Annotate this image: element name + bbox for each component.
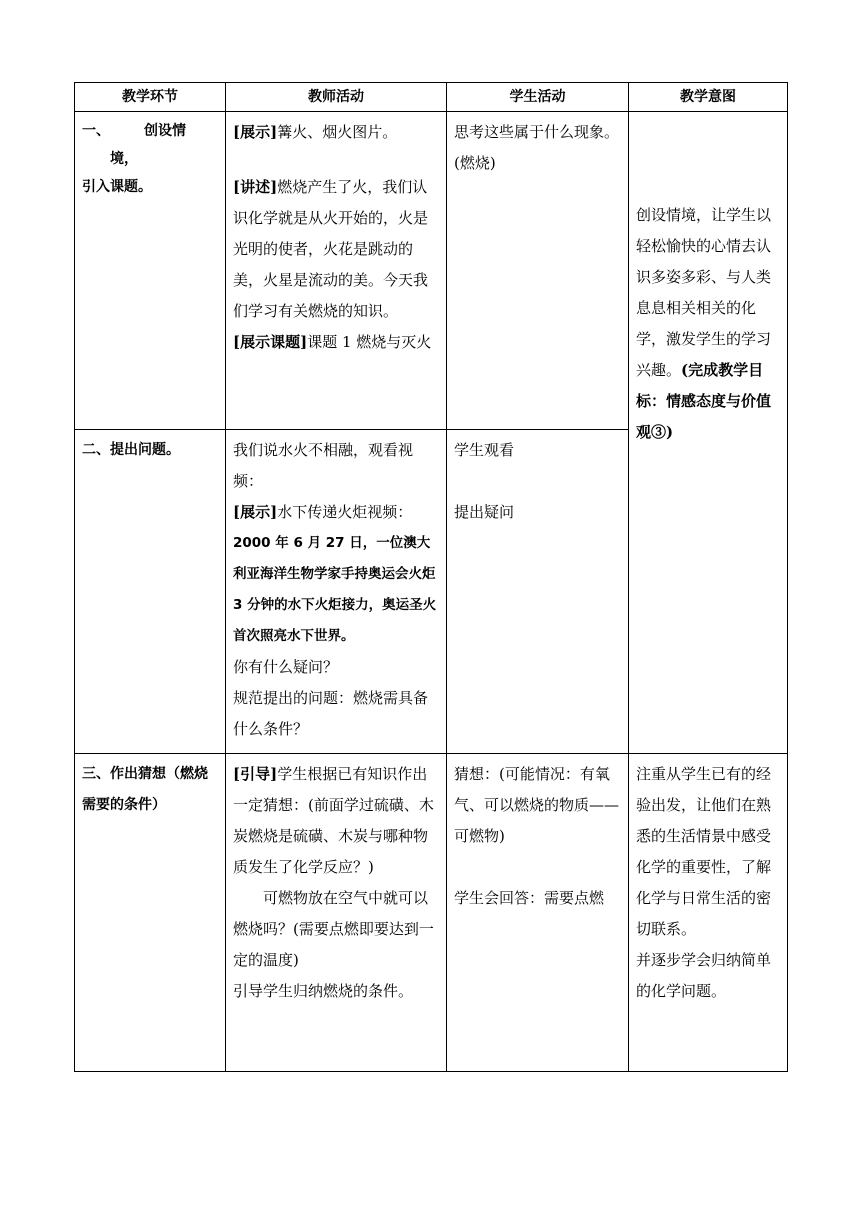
teacher-question: 你有什么疑问？: [233, 658, 339, 676]
stage-text-a: 创设情: [144, 123, 186, 139]
intent-introduction: 创设情境，让学生以轻松愉快的心情去认识多姿多彩、与人类息息相关相关的化学，激发学生的学习兴趣。(完成教学目标：情感态度与价值观③): [629, 112, 788, 754]
row-introduction: [75, 112, 788, 430]
intent-summarize: 并逐步学会归纳简单的化学问题。: [636, 951, 772, 1000]
student-guess: 猜想：(可能情况：有氧气、可以燃烧的物质——可燃物): [454, 765, 620, 845]
teacher-standard-question: 规范提出的问题：燃烧需具备什么条件？: [233, 689, 429, 738]
teacher-show-images: [展示]篝火、烟火图片。: [233, 123, 398, 141]
teacher-introduction: [226, 112, 447, 430]
stage-hypothesis: 三、作出猜想（燃烧需要的条件）: [75, 754, 226, 1072]
student-raise-question: [447, 430, 629, 754]
teacher-show-video: [展示]水下传递火炬视频：: [233, 503, 413, 521]
stage-text-c: 引入课题。: [82, 179, 152, 195]
teacher-video-description: 2000 年 6 月 27 日，一位澳大利亚海洋生物学家手持奥运会火炬 3 分钟的水下火炬接力，奥运圣火首次照亮水下世界。: [233, 535, 437, 644]
intent-experience: 注重从学生已有的经验出发，让他们在熟悉的生活情景中感受化学的重要性，了解化学与日常生活的密切联系。: [636, 765, 772, 938]
header-row: [75, 83, 788, 112]
intent-hypothesis: [629, 754, 788, 1072]
student-watch: 学生观看: [454, 441, 515, 459]
student-hypothesis: [447, 754, 629, 1072]
stage-number: 一、: [82, 123, 110, 139]
teacher-hypothesis: [226, 754, 447, 1072]
row-hypothesis: [75, 754, 788, 1072]
stage-text-b: 境，: [110, 151, 138, 167]
student-ask: 提出疑问: [454, 503, 515, 521]
teacher-narrate: [讲述]燃烧产生了火，我们认识化学就是从火开始的，火是光明的使者，火花是跳动的美，火星是流动的美。今天我们学习有关燃烧的知识。: [233, 178, 429, 320]
teacher-raise-question: [226, 430, 447, 754]
header-teacher: 教师活动: [226, 83, 447, 112]
stage-introduction: [75, 112, 226, 430]
header-intent: 教学意图: [629, 83, 788, 112]
lesson-plan-table: [74, 82, 788, 1072]
student-think: 思考这些属于什么现象。(燃烧): [454, 123, 620, 172]
header-stage: 教学环节: [75, 83, 226, 112]
student-answer: 学生会回答：需要点燃: [454, 889, 605, 907]
stage-raise-question: 二、提出问题。: [75, 430, 226, 754]
teacher-show-topic: [展示课题]课题 1 燃烧与灭火: [233, 333, 432, 351]
teacher-combustible-question: 可燃物放在空气中就可以燃烧吗？(需要点燃即要达到一定的温度): [233, 889, 434, 969]
teacher-guide: [引导]学生根据已有知识作出一定猜想：(前面学过硫磺、木炭燃烧是硫磺、木炭与哪种物质发生了化学反应？): [233, 765, 434, 876]
teacher-watch-video: 我们说水火不相融，观看视频：: [233, 441, 414, 490]
student-introduction: [447, 112, 629, 430]
header-student: 学生活动: [447, 83, 629, 112]
teacher-summarize: 引导学生归纳燃烧的条件。: [233, 982, 414, 1000]
